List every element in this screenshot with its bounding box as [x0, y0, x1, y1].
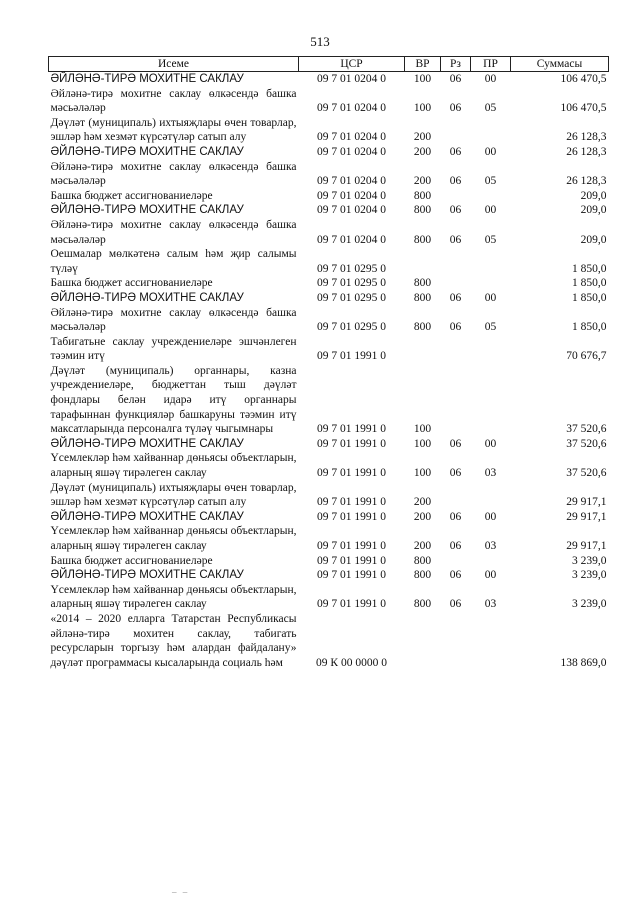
cell-vr: 800 — [413, 204, 432, 217]
table-row — [49, 203, 609, 218]
cell-pr — [471, 554, 511, 569]
cell-pr: 05 — [484, 233, 497, 246]
table-row — [49, 189, 609, 204]
cell-pr: 03 — [484, 467, 497, 480]
cell-csr: 09 К 00 0000 0 — [316, 656, 387, 669]
cell-name: Үсемлекләр һәм хайваннар дөньясы объектларын, аларның яшәү тирәлеген саклау — [50, 583, 297, 611]
cell-name: Әйләнә-тирә мохитне саклау өлкәсендә башка мәсьәләләр — [50, 87, 297, 115]
table-row — [49, 116, 609, 145]
column-header-vr: ВР — [405, 57, 441, 72]
cell-rz — [441, 189, 471, 204]
cell-name: Башка бюджет ассигнованиеләре — [50, 277, 213, 290]
column-header-name: Исеме — [49, 57, 299, 72]
cell-rz: 06 — [449, 510, 462, 523]
table-row — [49, 554, 609, 569]
cell-vr: 100 — [413, 102, 432, 115]
cell-name: Үсемлекләр һәм хайваннар дөньясы объектларын, аларның яшәү тирәлеген саклау — [50, 452, 297, 480]
cell-pr — [471, 116, 511, 145]
cell-name: Табигатьне саклау учреждениеләре эшчәнлеген тәэмин итү — [50, 335, 297, 363]
cell-csr: 09 7 01 0295 0 — [317, 291, 386, 304]
cell-rz: 06 — [449, 291, 462, 304]
cell-name: Дәүләт (муниципаль) ихтыяҗлары өчен товарлар, эшләр һәм хезмәт күрсәтүләр сатып алу — [50, 116, 297, 144]
cell-csr: 09 7 01 0204 0 — [317, 131, 386, 144]
table-header-row — [49, 57, 609, 72]
table-row — [49, 510, 609, 525]
cell-vr: 800 — [413, 233, 432, 246]
cell-pr: 03 — [484, 540, 497, 552]
cell-sum: 70 676,7 — [566, 350, 607, 363]
table-row — [49, 306, 609, 335]
cell-vr — [405, 612, 441, 670]
cell-pr: 03 — [484, 598, 497, 611]
cell-csr: 09 7 01 0204 0 — [317, 233, 386, 246]
cell-csr: 09 7 01 0295 0 — [317, 321, 386, 334]
cell-sum: 209,0 — [580, 204, 607, 217]
cell-name: ӘЙЛӘНӘ-ТИРӘ МОХИТНЕ САКЛАУ — [50, 569, 244, 582]
cell-rz — [441, 247, 471, 276]
cell-vr: 800 — [413, 321, 432, 334]
cell-vr: 200 — [413, 145, 432, 158]
cell-vr: 200 — [413, 540, 432, 552]
cell-sum: 26 128,3 — [566, 145, 607, 158]
cell-csr: 09 7 01 0204 0 — [317, 73, 386, 85]
cell-rz: 06 — [449, 175, 462, 188]
cell-csr: 09 7 01 1991 0 — [317, 437, 386, 450]
cell-vr: 200 — [413, 175, 432, 188]
table-row — [49, 364, 609, 437]
cell-pr — [471, 276, 511, 291]
cell-pr — [471, 247, 511, 276]
cell-name: Әйләнә-тирә мохитне саклау өлкәсендә башка мәсьәләләр — [50, 306, 297, 334]
cell-pr — [471, 612, 511, 670]
cell-name: Башка бюджет ассигнованиеләре — [50, 554, 213, 567]
cell-rz: 06 — [449, 321, 462, 334]
cell-name: Оешмалар мөлкәтенә салым һәм җир салымы түләү — [50, 248, 297, 275]
cell-rz — [441, 335, 471, 364]
table-row — [49, 218, 609, 247]
cell-rz — [441, 554, 471, 569]
cell-pr — [471, 481, 511, 510]
cell-pr — [471, 364, 511, 437]
cell-sum: 29 917,1 — [566, 540, 607, 552]
table-row — [49, 524, 609, 553]
cell-vr: 800 — [413, 598, 432, 611]
column-header-sum: Суммасы — [511, 57, 609, 72]
cell-name: Дәүләт (муниципаль) ихтыяҗлары өчен товарлар, эшләр һәм хезмәт күрсәтүләр сатып алу — [50, 481, 297, 509]
cell-sum: 37 520,6 — [566, 467, 607, 480]
cell-name: ӘЙЛӘНӘ-ТИРӘ МОХИТНЕ САКЛАУ — [50, 291, 244, 304]
cell-csr: 09 7 01 1991 0 — [317, 554, 386, 567]
cell-vr: 100 — [413, 423, 432, 436]
column-header-rz: Рз — [441, 57, 471, 72]
table-row — [49, 291, 609, 306]
cell-rz: 06 — [449, 540, 462, 552]
cell-csr: 09 7 01 0295 0 — [317, 277, 386, 290]
cell-csr: 09 7 01 1991 0 — [317, 467, 386, 480]
cell-csr: 09 7 01 0204 0 — [317, 204, 386, 217]
cell-csr: 09 7 01 0204 0 — [317, 175, 386, 188]
cell-pr: 05 — [484, 175, 497, 188]
cell-csr: 09 7 01 0204 0 — [317, 189, 386, 202]
cell-vr: 800 — [413, 189, 432, 202]
cell-sum: 3 239,0 — [572, 569, 607, 582]
cell-vr: 800 — [413, 291, 432, 304]
cell-pr: 00 — [484, 510, 497, 523]
cell-pr: 00 — [484, 291, 497, 304]
cell-vr: 100 — [413, 437, 432, 450]
cell-sum: 106 470,5 — [560, 73, 607, 85]
table-row — [49, 451, 609, 480]
budget-table — [48, 56, 609, 670]
cell-rz: 06 — [449, 437, 462, 450]
cell-csr: 09 7 01 1991 0 — [317, 350, 386, 363]
cell-csr: 09 7 01 1991 0 — [317, 496, 386, 509]
cell-pr: 00 — [484, 569, 497, 582]
cell-name: ӘЙЛӘНӘ-ТИРӘ МОХИТНЕ САКЛАУ — [50, 204, 244, 217]
cell-sum: 3 239,0 — [572, 554, 607, 567]
cell-pr: 00 — [484, 73, 497, 85]
table-row — [49, 481, 609, 510]
cell-csr: 09 7 01 1991 0 — [317, 510, 386, 523]
cell-rz — [441, 364, 471, 437]
cell-name: ӘЙЛӘНӘ-ТИРӘ МОХИТНЕ САКЛАУ — [50, 510, 244, 523]
cell-vr: 200 — [413, 131, 432, 144]
cell-csr: 09 7 01 1991 0 — [317, 569, 386, 582]
table-row — [49, 87, 609, 116]
cell-sum: 1 850,0 — [572, 277, 607, 290]
cell-name: Әйләнә-тирә мохитне саклау өлкәсендә башка мәсьәләләр — [50, 160, 297, 188]
cell-csr: 09 7 01 1991 0 — [317, 540, 386, 552]
table-row — [49, 568, 609, 583]
cell-vr: 100 — [413, 467, 432, 480]
cell-name: ӘЙЛӘНӘ-ТИРӘ МОХИТНЕ САКЛАУ — [50, 73, 244, 85]
cell-sum: 26 128,3 — [566, 175, 607, 188]
cell-sum: 1 850,0 — [572, 262, 607, 275]
cell-name: «2014 – 2020 елларга Татарстан Республикасы әйләнә-тирә мохитен саклау, табигать ресурсларын торгызу һәм алардан файдалану» дәүләт программасы кысаларында социаль һәм — [50, 612, 297, 669]
cell-sum: 37 520,6 — [566, 437, 607, 450]
cell-sum: 209,0 — [580, 233, 607, 246]
cell-rz: 06 — [449, 204, 462, 217]
cell-vr: 800 — [413, 277, 432, 290]
cell-name: Дәүләт (муниципаль) органнары, казна учреждениеләре, бюджеттан тыш дәүләт фондлары белән идарә итү органнары тарафыннан функцияләр башкаруны тәэмин итү максатларында персоналга түләү чыгымнары — [50, 364, 297, 436]
table-row — [49, 583, 609, 612]
cell-sum: 26 128,3 — [566, 131, 607, 144]
table-row — [49, 247, 609, 276]
cell-vr: 100 — [413, 73, 432, 85]
cell-name: Башка бюджет ассигнованиеләре — [50, 189, 213, 202]
page-number: 513 — [310, 34, 330, 49]
column-header-pr: ПР — [471, 57, 511, 72]
table-row — [49, 72, 609, 87]
cell-pr: 05 — [484, 102, 497, 115]
cell-vr — [405, 335, 441, 364]
cell-csr: 09 7 01 0204 0 — [317, 145, 386, 158]
footer-mark: _ _ — [172, 884, 190, 894]
table-body — [49, 72, 609, 671]
cell-sum: 209,0 — [580, 189, 607, 202]
table-row — [49, 437, 609, 452]
cell-name: Үсемлекләр һәм хайваннар дөньясы объектларын, аларның яшәү тирәлеген саклау — [50, 525, 297, 552]
cell-rz: 06 — [449, 102, 462, 115]
cell-pr: 00 — [484, 145, 497, 158]
cell-sum: 1 850,0 — [572, 321, 607, 334]
cell-vr: 800 — [413, 569, 432, 582]
cell-vr: 800 — [413, 554, 432, 567]
table-row — [49, 335, 609, 364]
cell-pr — [471, 335, 511, 364]
cell-pr — [471, 189, 511, 204]
cell-sum: 29 917,1 — [566, 510, 607, 523]
table-row — [49, 612, 609, 670]
cell-name: ӘЙЛӘНӘ-ТИРӘ МОХИТНЕ САКЛАУ — [50, 145, 244, 158]
cell-rz: 06 — [449, 598, 462, 611]
table-row — [49, 145, 609, 160]
cell-rz: 06 — [449, 569, 462, 582]
cell-sum: 1 850,0 — [572, 291, 607, 304]
cell-pr: 00 — [484, 204, 497, 217]
cell-vr: 200 — [413, 510, 432, 523]
cell-csr: 09 7 01 1991 0 — [317, 598, 386, 611]
cell-rz: 06 — [449, 233, 462, 246]
cell-csr: 09 7 01 0204 0 — [317, 102, 386, 115]
cell-sum: 3 239,0 — [572, 598, 607, 611]
cell-name: Әйләнә-тирә мохитне саклау өлкәсендә башка мәсьәләләр — [50, 218, 297, 246]
cell-name: ӘЙЛӘНӘ-ТИРӘ МОХИТНЕ САКЛАУ — [50, 437, 244, 450]
cell-csr: 09 7 01 1991 0 — [317, 423, 386, 436]
cell-rz — [441, 116, 471, 145]
cell-rz: 06 — [449, 73, 462, 85]
cell-sum: 29 917,1 — [566, 496, 607, 509]
cell-pr: 00 — [484, 437, 497, 450]
cell-vr — [405, 247, 441, 276]
cell-pr: 05 — [484, 321, 497, 334]
table-row — [49, 160, 609, 189]
cell-rz — [441, 481, 471, 510]
cell-rz: 06 — [449, 467, 462, 480]
cell-rz — [441, 276, 471, 291]
cell-rz — [441, 612, 471, 670]
cell-sum: 138 869,0 — [560, 656, 607, 669]
cell-sum: 37 520,6 — [566, 423, 607, 436]
column-header-csr: ЦСР — [299, 57, 405, 72]
cell-rz: 06 — [449, 145, 462, 158]
cell-vr: 200 — [413, 496, 432, 509]
cell-csr: 09 7 01 0295 0 — [317, 262, 386, 275]
cell-sum: 106 470,5 — [560, 102, 607, 115]
table-row — [49, 276, 609, 291]
